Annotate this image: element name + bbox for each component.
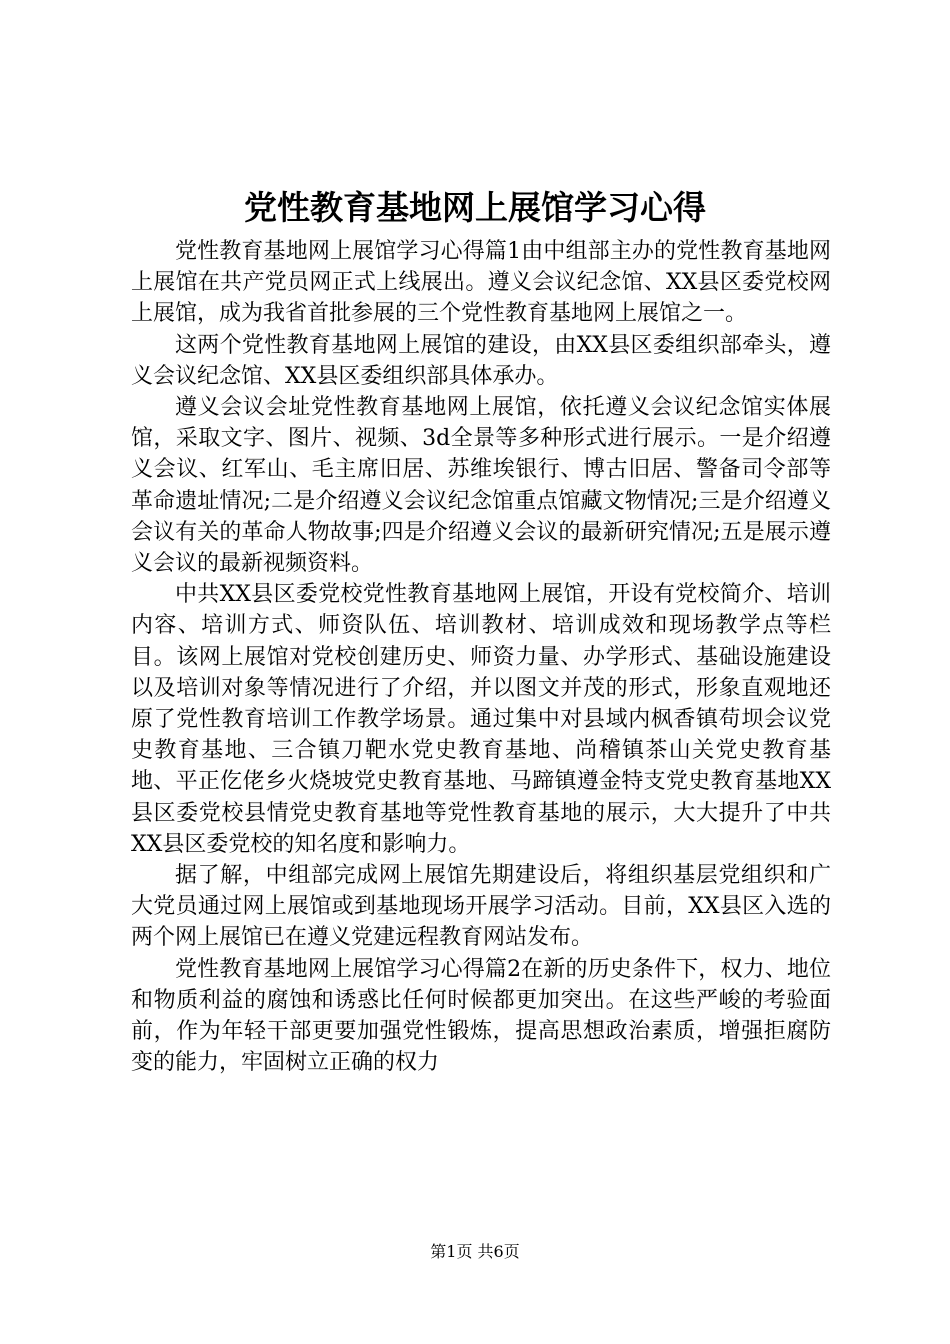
document-title: 党性教育基地网上展馆学习心得	[244, 188, 706, 227]
paragraph: 党性教育基地网上展馆学习心得篇2在新的历史条件下，权力、地位和物质利益的腐蚀和诱惑比任何时候都更加突出。在这些严峻的考验面前，作为年轻干部更要加强党性锻炼，提高思想政治素质，增强拒腐防变的能力，牢固树立正确的权力	[131, 956, 831, 1076]
paragraph: 据了解，中组部完成网上展馆先期建设后，将组织基层党组织和广大党员通过网上展馆或到基地现场开展学习活动。目前，XX县区入选的两个网上展馆已在遵义党建远程教育网站发布。	[131, 863, 831, 951]
paragraph: 中共XX县区委党校党性教育基地网上展馆，开设有党校简介、培训内容、培训方式、师资队伍、培训教材、培训成效和现场教学点等栏目。该网上展馆对党校创建历史、师资力量、办学形式、基础设施建设以及培训对象等情况进行了介绍，并以图文并茂的形式，形象直观地还原了党性教育培训工作教学场景。通过集中对县域内枫香镇苟坝会议党史教育基地、三合镇刀靶水党史教育基地、尚稽镇茶山关党史教育基地、平正仡佬乡火烧坡党史教育基地、马蹄镇遵金特支党史教育基地XX县区委党校县情党史教育基地等党性教育基地的展示，大大提升了中共XX县区委党校的知名度和影响力。	[131, 582, 831, 857]
paragraph: 遵义会议会址党性教育基地网上展馆，依托遵义会议纪念馆实体展馆，采取文字、图片、视频、3d全景等多种形式进行展示。一是介绍遵义会议、红军山、毛主席旧居、苏维埃银行、博古旧居、警备司令部等革命遗址情况;二是介绍遵义会议纪念馆重点馆藏文物情况;三是介绍遵义会议有关的革命人物故事;四是介绍遵义会议的最新研究情况;五是展示遵义会议的最新视频资料。	[131, 395, 831, 577]
page-number-footer: 第1页 共6页	[430, 1242, 520, 1261]
document-body	[131, 236, 831, 1078]
paragraph: 党性教育基地网上展馆学习心得篇1由中组部主办的党性教育基地网上展馆在共产党员网正式上线展出。遵义会议纪念馆、XX县区委党校网上展馆，成为我省首批参展的三个党性教育基地网上展馆之一。	[131, 239, 831, 327]
paragraph: 这两个党性教育基地网上展馆的建设，由XX县区委组织部牵头，遵义会议纪念馆、XX县区委组织部具体承办。	[131, 332, 831, 389]
